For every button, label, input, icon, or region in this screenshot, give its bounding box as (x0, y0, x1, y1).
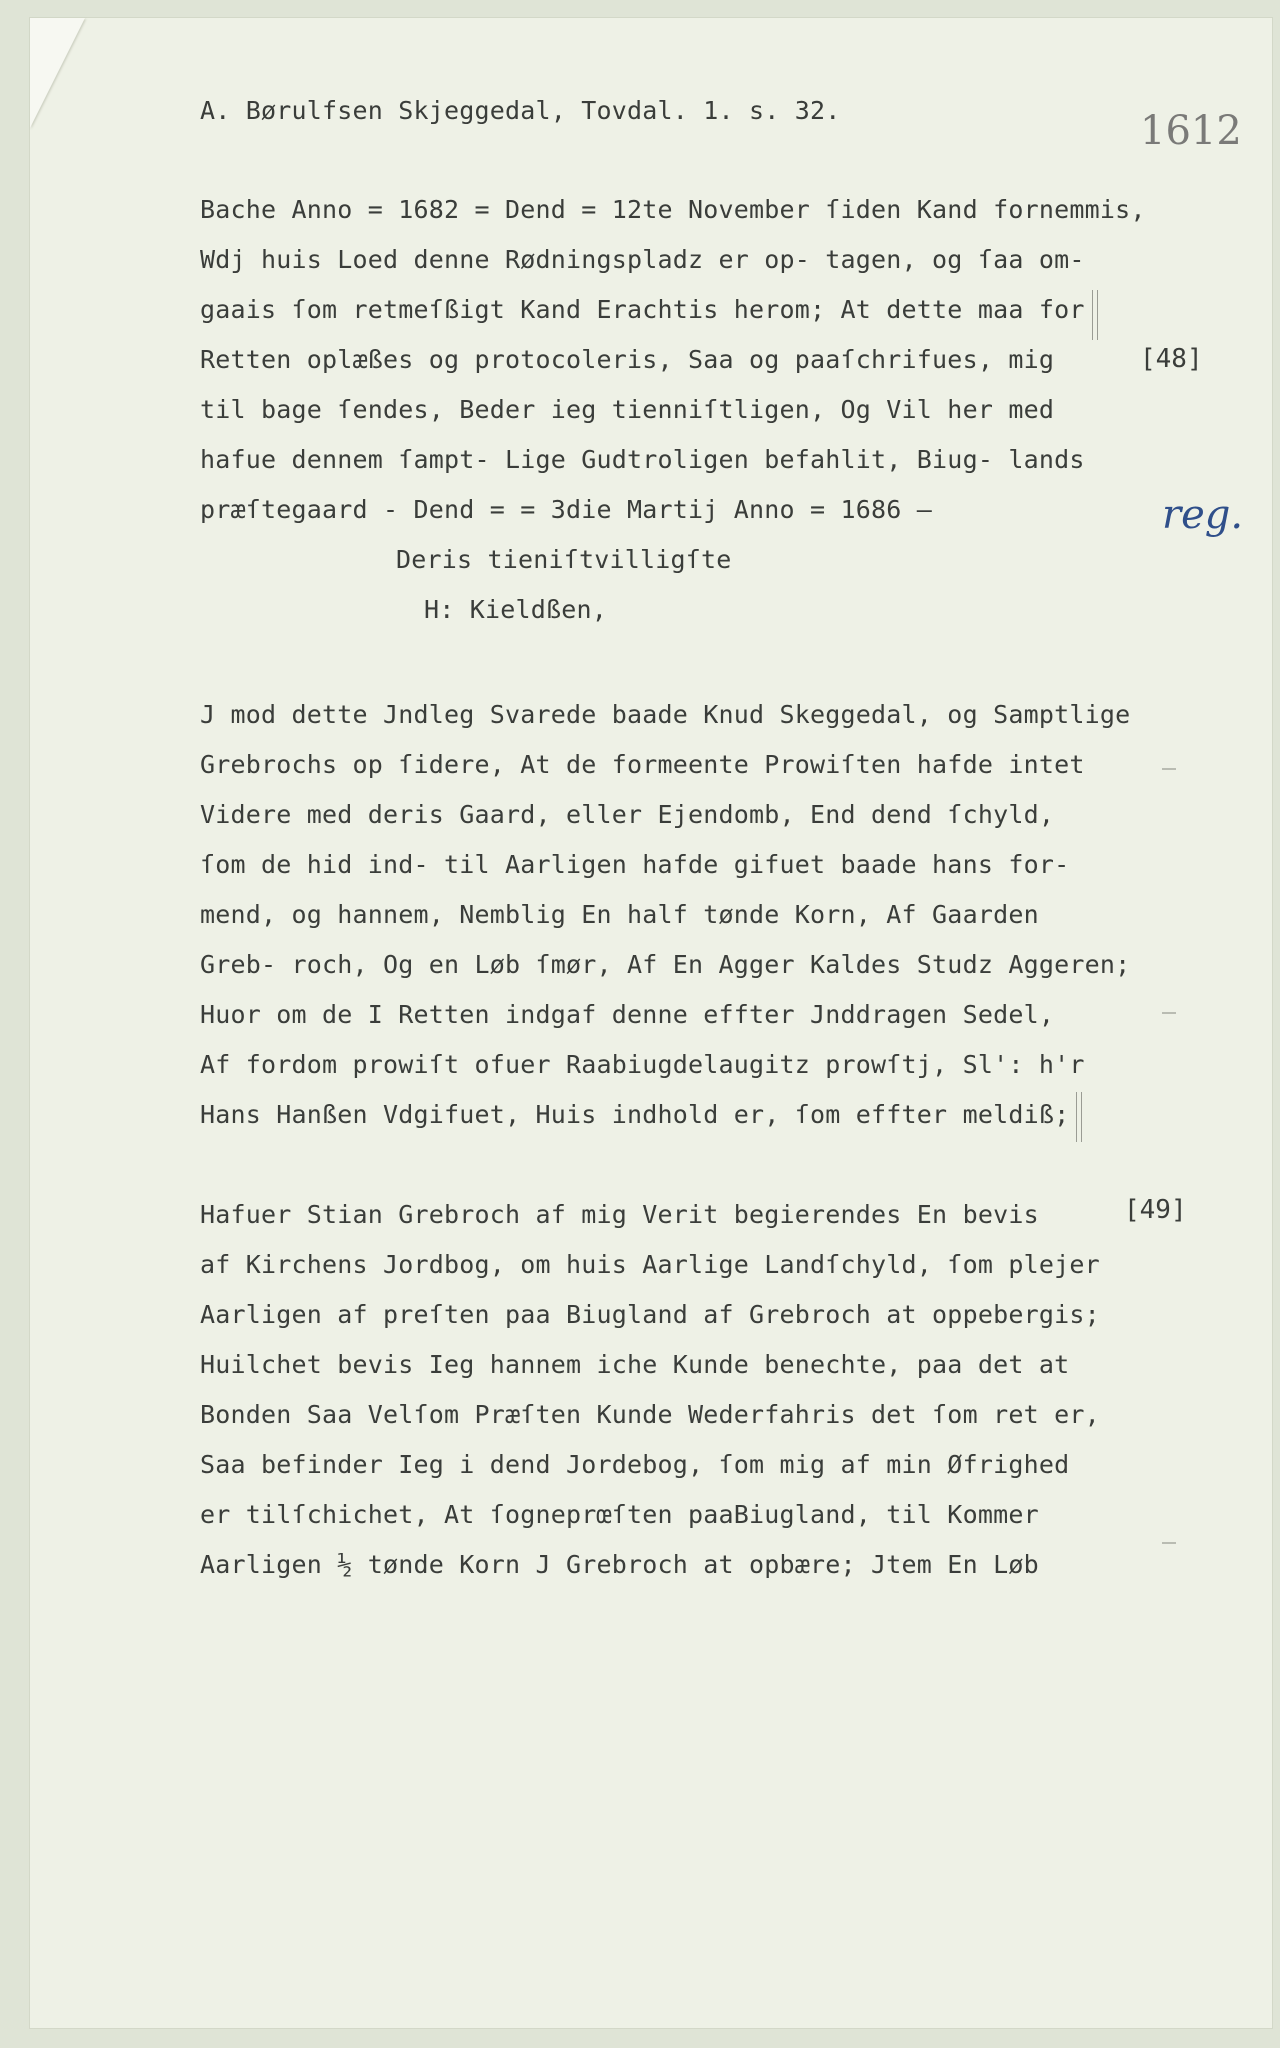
handwritten-reg-note: reg. (1162, 492, 1244, 538)
text-line: af Kirchens Jordbog, om huis Aarlige Landſchyld, ſom plejer (200, 1250, 1100, 1279)
page-number-pencil: 1612 (1140, 108, 1242, 154)
margin-bar (1097, 290, 1098, 340)
text-line: Retten oplæßes og protocoleris, Saa og paaſchrifues, mig (200, 345, 1055, 374)
text-line: mend, og hannem, Nemblig En half tønde Korn, Af Gaarden (200, 900, 1039, 929)
margin-reference-49: [49] (1124, 1195, 1187, 1225)
margin-bar (1076, 1092, 1077, 1142)
text-line: H: Kieldßen, (424, 595, 608, 624)
margin-bar (1092, 290, 1093, 340)
margin-bar (1081, 1092, 1082, 1142)
margin-dash (1162, 1012, 1176, 1014)
margin-dash (1162, 1542, 1176, 1544)
text-line: Saa befinder Ieg i dend Jordebog, ſom mig af min Øfrighed (200, 1450, 1070, 1479)
text-line: Videre med deris Gaard, eller Ejendomb, End dend ſchyld, (200, 800, 1055, 829)
text-line: Af fordom prowiſt ofuer Raabiugdelaugitz prowſtj, Sl': h'r (200, 1050, 1085, 1079)
text-line: er tilſchichet, At ſogneprœſten paaBiugland, til Kommer (200, 1500, 1039, 1529)
margin-dash (1162, 768, 1176, 770)
text-line: Aarligen ½ tønde Korn J Grebroch at opbære; Jtem En Løb (200, 1550, 1039, 1579)
text-line: præſtegaard - Dend = = 3die Martij Anno = 1686 — (200, 495, 933, 524)
text-line: Wdj huis Loed denne Rødningspladz er op- tagen, og ſaa om- (200, 245, 1085, 274)
text-line: Grebrochs op ſidere, At de formeente Prowiſten hafde intet (200, 750, 1085, 779)
text-line: Huor om de I Retten indgaf denne effter Jnddragen Sedel, (200, 1000, 1055, 1029)
text-line: J mod dette Jndleg Svarede baade Knud Skeggedal, og Samptlige (200, 700, 1131, 729)
text-line: Huilchet bevis Ieg hannem iche Kunde benechte, paa det at (200, 1350, 1070, 1379)
text-line: Bache Anno = 1682 = Dend = 12te November ſiden Kand fornemmis, (200, 195, 1146, 224)
document-title: A. Børulfsen Skjeggedal, Tovdal. 1. s. 32. (200, 96, 841, 125)
text-line: gaais ſom retmeſßigt Kand Erachtis herom; At dette maa for (200, 295, 1085, 324)
text-line: Greb- roch, Og en Løb ſmør, Af En Agger Kaldes Studz Aggeren; (200, 950, 1131, 979)
margin-reference-48: [48] (1140, 344, 1203, 374)
text-line: Deris tieniſtvilligſte (396, 545, 732, 574)
text-line: Bonden Saa Velſom Præſten Kunde Wederfahris det ſom ret er, (200, 1400, 1100, 1429)
text-line: Aarligen af preſten paa Biugland af Grebroch at oppebergis; (200, 1300, 1100, 1329)
text-line: ſom de hid ind- til Aarligen hafde gifuet baade hans for- (200, 850, 1070, 879)
text-line: Hafuer Stian Grebroch af mig Verit begierendes En bevis (200, 1200, 1039, 1229)
text-line: til bage ſendes, Beder ieg tienniſtligen, Og Vil her med (200, 395, 1055, 424)
text-line: hafue dennem ſampt- Lige Gudtroligen befahlit, Biug- lands (200, 445, 1085, 474)
text-line: Hans Hanßen Vdgifuet, Huis indhold er, ſom effter meldiß; (200, 1100, 1070, 1129)
folded-corner (30, 18, 85, 128)
